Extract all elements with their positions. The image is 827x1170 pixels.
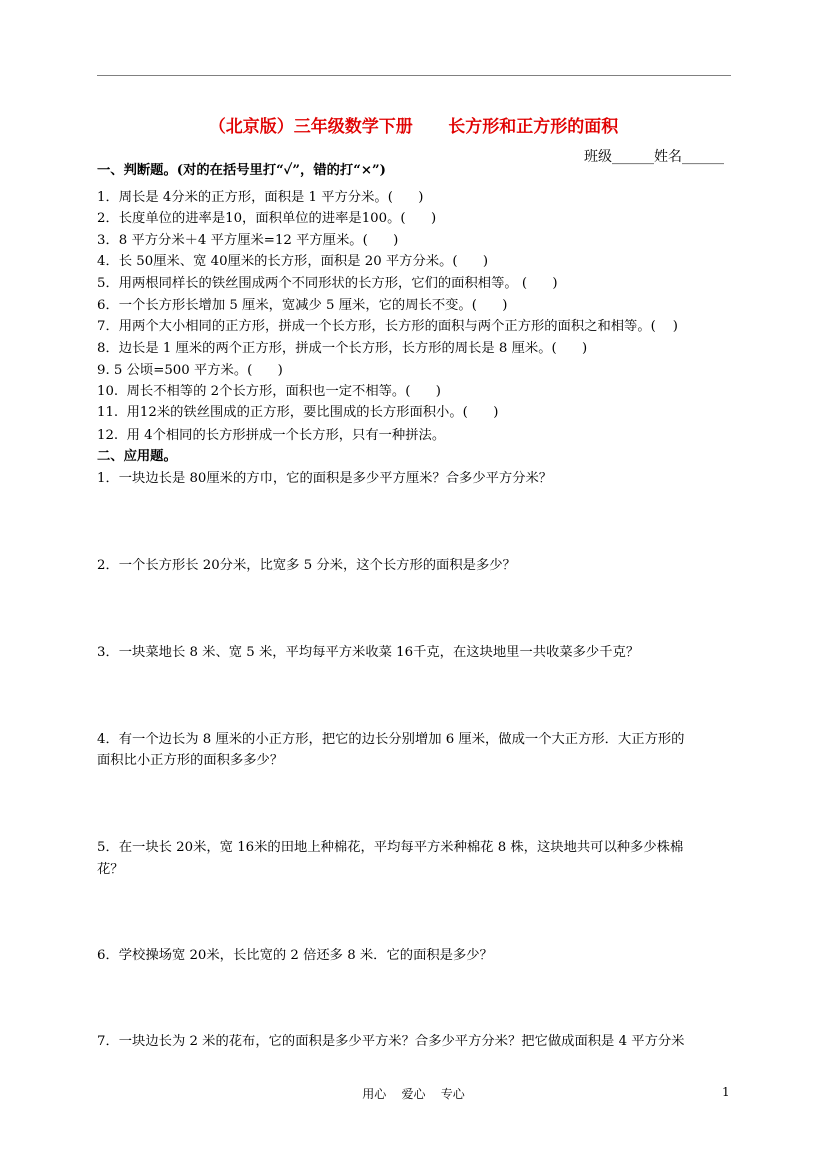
judge-item-2: 2．长度单位的进率是10，面积单位的进率是100。( ) xyxy=(97,211,437,226)
page-number: 1 xyxy=(722,1085,730,1099)
footer-motto: 用心 爱心 专心 xyxy=(362,1087,465,1101)
judge-item-11: 11. 用12米的铁丝围成的正方形，要比围成的长方形面积小。( ) xyxy=(97,405,499,420)
judge-item-3: 3．8 平方分米＋4 平方厘米=12 平方厘米。( ) xyxy=(97,233,399,248)
page-title: （北京版）三年级数学下册 长方形和正方形的面积 xyxy=(208,117,619,137)
judge-item-12: 12. 用 4个相同的长方形拼成一个长方形，只有一种拼法。 xyxy=(97,428,446,443)
judge-item-5: 5．用两根同样长的铁丝围成两个不同形状的长方形，它们的面积相等。 ( ) xyxy=(97,276,558,291)
question-6: 6．学校操场宽 20米，长比宽的 2 倍还多 8 米．它的面积是多少？ xyxy=(97,948,493,963)
judge-item-7: 7．用两个大小相同的正方形，拼成一个长方形，长方形的面积与两个正方形的面积之和相等。( ) xyxy=(97,319,678,334)
question-5-line2: 花？ xyxy=(97,862,124,877)
judge-item-6: 6．一个长方形长增加 5 厘米，宽减少 5 厘米，它的周长不变。( ) xyxy=(97,298,508,313)
question-4-line2: 面积比小正方形的面积多多少？ xyxy=(97,753,284,768)
question-4-line1: 4．有一个边长为 8 厘米的小正方形，把它的边长分别增加 6 厘米，做成一个大正方形．大正方形的 xyxy=(97,732,685,747)
judge-item-9: 9. 5 公顷=500 平方米。( ) xyxy=(97,363,283,378)
section1-heading: 一、判断题。(对的在括号里打“✓”，错的打“×”) xyxy=(97,163,386,178)
class-name-line: 班级______姓名______ xyxy=(584,149,724,165)
question-7: 7．一块边长为 2 米的花布，它的面积是多少平方米？合多少平方分米？把它做成面积是 4 平方分米 xyxy=(97,1034,685,1049)
question-3: 3．一块菜地长 8 米、宽 5 米，平均每平方米收菜 16千克，在这块地里一共收菜多少千克？ xyxy=(97,645,640,660)
header-rule xyxy=(97,75,731,76)
question-5-line1: 5．在一块长 20米，宽 16米的田地上种棉花，平均每平方米种棉花 8 株，这块地共可以种多少株棉 xyxy=(97,840,684,855)
section2-heading: 二、应用题。 xyxy=(97,449,177,464)
judge-item-1: 1．周长是 4分米的正方形，面积是 1 平方分米。( ) xyxy=(97,190,424,205)
question-2: 2．一个长方形长 20分米，比宽多 5 分米，这个长方形的面积是多少？ xyxy=(97,558,516,573)
judge-item-10: 10. 周长不相等的 2个长方形，面积也一定不相等。( ) xyxy=(97,384,441,399)
question-1: 1．一块边长是 80厘米的方巾，它的面积是多少平方厘米？合多少平方分米？ xyxy=(97,471,553,486)
judge-item-4: 4．长 50厘米、宽 40厘米的长方形，面积是 20 平方分米。( ) xyxy=(97,254,489,269)
judge-item-8: 8．边长是 1 厘米的两个正方形，拼成一个长方形，长方形的周长是 8 厘米。( ) xyxy=(97,341,588,356)
